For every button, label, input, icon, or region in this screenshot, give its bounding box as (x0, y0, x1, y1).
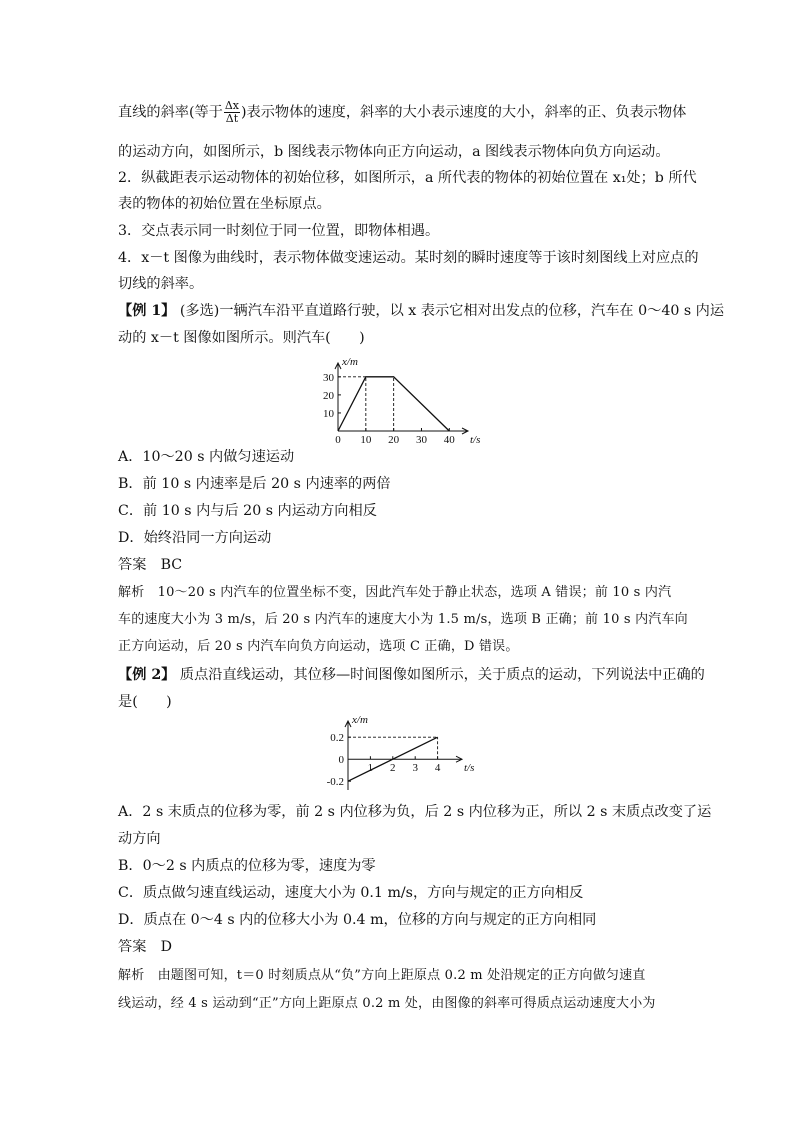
text-line: 切线的斜率。 (118, 276, 204, 292)
y-tick-label: 30 (323, 371, 334, 384)
x-tick-label: 1 (367, 762, 374, 775)
text-line: 是( ) (118, 694, 172, 710)
text-line: 的运动方向，如图所示，b 图线表示物体向正方向运动，a 图线表示物体向负方向运动。 (118, 144, 670, 160)
option-d: D．始终沿同一方向运动 (118, 530, 272, 546)
text-line (118, 100, 686, 125)
y-axis-label: x/m (342, 356, 358, 368)
solution-line: 车的速度大小为 3 m/s，后 20 s 内汽车的速度大小为 1.5 m/s，选项 B 正确；前 10 s 内汽车向 (118, 612, 688, 627)
answer-line: 答案 BC (118, 557, 183, 573)
x-tick-label: 40 (443, 434, 455, 446)
solution-line: 正方向运动，后 20 s 内汽车向负方向运动，选项 C 正确，D 错误。 (118, 639, 519, 654)
option-a: A．10～20 s 内做匀速运动 (118, 449, 295, 465)
option-a-continued: 动方向 (118, 831, 161, 847)
x-axis-label: t/s (464, 762, 475, 775)
option-b: B．0～2 s 内质点的位移为零，速度为零 (118, 858, 376, 874)
option-c: C．前 10 s 内与后 20 s 内运动方向相反 (118, 503, 377, 519)
text-line: 4．x－t 图像为曲线时，表示物体做变速运动。某时刻的瞬时速度等于该时刻图线上对应点的 (118, 250, 699, 266)
y-tick-label: 20 (323, 389, 334, 402)
option-a: A．2 s 末质点的位移为零，前 2 s 内位移为负，后 2 s 内位移为正，所以 2 s 末质点改变了运 (118, 804, 712, 820)
x-tick-label: 0 (335, 434, 341, 446)
y-axis-label: x/m (352, 714, 368, 726)
solution-line: 解析 10～20 s 内汽车的位置坐标不变，因此汽车处于静止状态，选项 A 错误；前 10 s 内汽 (118, 585, 672, 600)
text-line: 表的物体的初始位置在坐标原点。 (118, 196, 331, 212)
x-tick-label: 4 (434, 762, 441, 775)
solution-line: 线运动，经 4 s 运动到“正”方向上距原点 0.2 m 处，由图像的斜率可得质点运动速度大小为 (118, 996, 656, 1011)
text-span: )表示物体的速度，斜率的大小表示速度的大小，斜率的正、负表示物体 (241, 104, 687, 121)
example-tag: 【例 2】 (118, 667, 176, 683)
y-tick-label: -0.2 (326, 776, 344, 789)
chart-example-1 (310, 356, 485, 446)
example-tag: 【例 1】 (118, 303, 176, 319)
text-span: 质点沿直线运动，其位移—时间图像如图所示，关于质点的运动，下列说法中正确的 (175, 667, 705, 683)
text-line: 2．纵截距表示运动物体的初始位移，如图所示，a 所代表的物体的初始位置在 x₁处；b 所代 (118, 170, 697, 186)
x-tick-label: 3 (412, 762, 418, 775)
x-tick-label: 30 (415, 434, 427, 446)
x-tick-label: 10 (360, 434, 372, 446)
x-tick-label: 20 (388, 434, 400, 446)
text-span: 直线的斜率(等于 (118, 104, 223, 121)
fraction-denominator: Δt (225, 112, 239, 125)
fraction-numerator: Δx (224, 99, 240, 112)
x-tick-label: 2 (390, 762, 396, 775)
example-1-stem (118, 301, 724, 321)
x-axis-label: t/s (470, 434, 481, 446)
text-line: 动的 x－t 图像如图所示。则汽车( ) (118, 330, 365, 346)
option-c: C．质点做匀速直线运动，速度大小为 0.1 m/s，方向与规定的正方向相反 (118, 885, 584, 901)
y-tick-label: 10 (323, 407, 334, 420)
option-d: D．质点在 0～4 s 内的位移大小为 0.4 m，位移的方向与规定的正方向相同 (118, 912, 597, 928)
chart-example-2 (310, 714, 480, 796)
text-span: (多选)一辆汽车沿平直道路行驶，以 x 表示它相对出发点的位移，汽车在 0～40 s 内运 (175, 303, 725, 319)
answer-line: 答案 D (118, 939, 172, 955)
fraction-delta-x-over-delta-t (224, 100, 240, 125)
origin-label: 0 (338, 754, 344, 767)
example-2-stem (118, 665, 705, 685)
solution-line: 解析 由题图可知，t＝0 时刻质点从“负”方向上距原点 0.2 m 处沿规定的正方向做匀速直 (118, 968, 646, 983)
text-line: 3．交点表示同一时刻位于同一位置，即物体相遇。 (118, 223, 440, 239)
y-tick-label: 0.2 (330, 732, 344, 745)
option-b: B．前 10 s 内速率是后 20 s 内速率的两倍 (118, 476, 391, 492)
